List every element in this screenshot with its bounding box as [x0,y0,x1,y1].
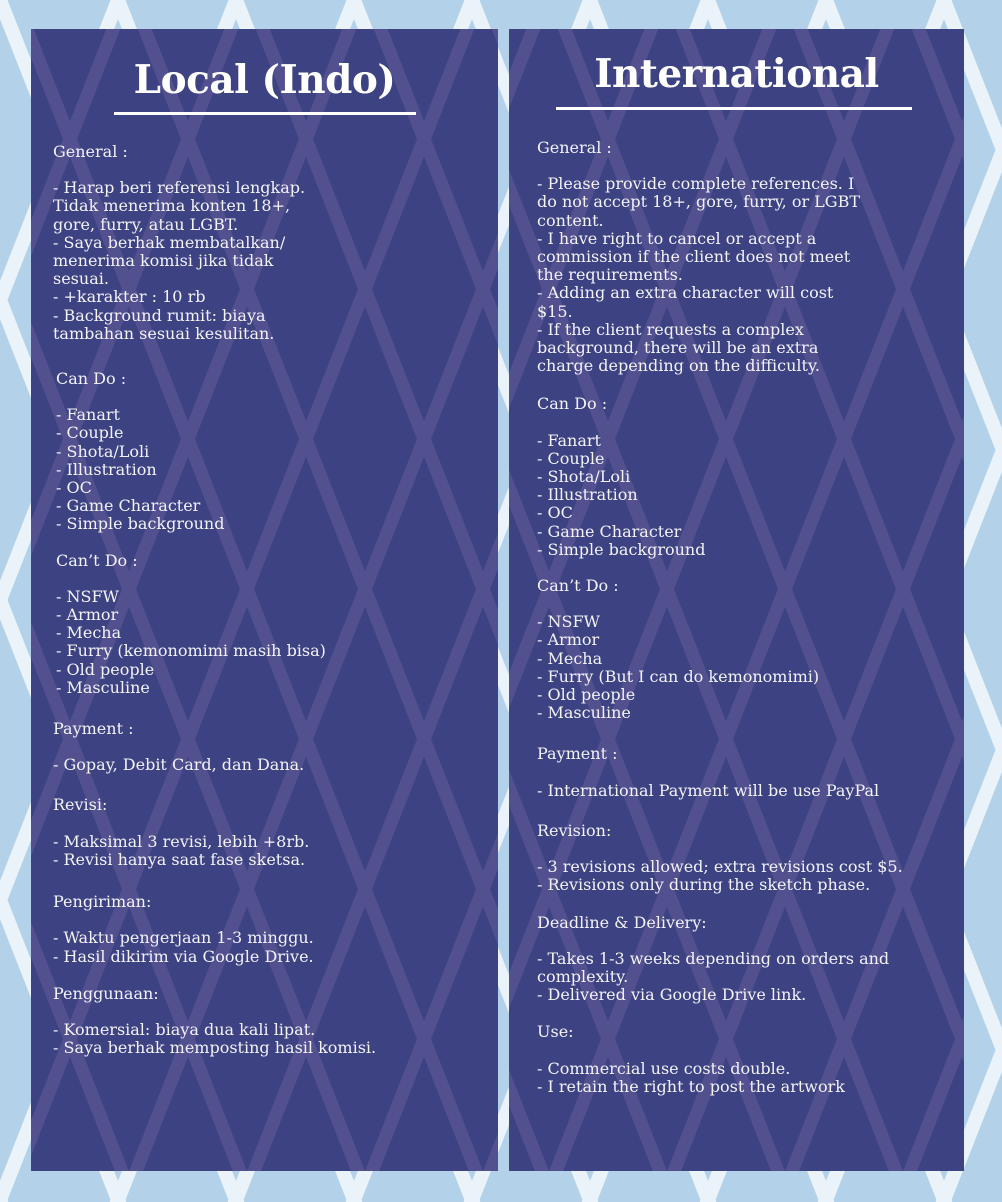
intl-can-do-section [537,395,949,559]
list-item: - OC [56,478,92,498]
intl-usage-heading: Use: [537,1022,574,1042]
list-item: - Masculine [56,677,150,697]
intl-cant-do-heading: Can’t Do : [537,576,619,596]
intl-general-heading: General : [537,138,612,157]
local-revision-section [53,796,483,869]
international-title: International [594,51,879,97]
intl-general-line: - Please provide complete references. I [537,174,855,194]
international-panel [509,29,964,1171]
list-item: - Hasil dikirim via Google Drive. [53,946,314,966]
list-item: - Maksimal 3 revisi, lebih +8rb. [53,831,310,851]
list-item: - Illustration [56,459,157,479]
list-item: - Game Character [537,521,682,541]
list-item: - Armor [537,630,600,650]
list-item: - OC [537,503,573,523]
list-item: - Saya berhak memposting hasil komisi. [53,1038,377,1058]
intl-general-section [537,139,949,375]
list-item: - Fanart [56,405,120,425]
list-item: - Gopay, Debit Card, dan Dana. [53,755,305,775]
local-general-line: gore, furry, atau LGBT. [53,214,239,234]
list-item: - NSFW [56,586,119,606]
list-item: - Mecha [537,648,603,668]
list-item: - Revisions only during the sketch phase. [537,875,871,895]
local-general-line: - Background rumit: biaya [53,305,266,325]
intl-revision-heading: Revision: [537,820,612,840]
local-general-line: menerima komisi jika tidak [53,251,274,271]
local-general-line: tambahan sesuai kesulitan. [53,323,275,343]
intl-general-line: commission if the client does not meet [537,247,851,267]
list-item: - Old people [56,659,155,679]
local-payment-section [53,720,483,774]
local-general-line: - +karakter : 10 rb [53,287,206,307]
list-item: complexity. [537,966,629,986]
list-item: - Revisi hanya saat fase sketsa. [53,849,306,869]
intl-general-line: $15. [537,301,573,321]
list-item: - Masculine [537,703,631,723]
list-item: - Shota/Loli [56,441,150,461]
local-title-underline [114,112,416,115]
intl-general-line: - Adding an extra character will cost [537,283,834,303]
intl-general-line: content. [537,210,604,230]
local-title: Local (Indo) [133,57,396,103]
intl-payment-section [537,745,949,799]
list-item: - Fanart [537,430,601,450]
intl-cant-do-section [537,577,949,722]
local-general-section [53,143,483,343]
local-general-line: - Saya berhak membatalkan/ [53,232,286,252]
intl-general-line: - I have right to cancel or accept a [537,228,817,248]
intl-delivery-heading: Deadline & Delivery: [537,912,707,932]
list-item: - Simple background [537,539,706,559]
list-item: - Illustration [537,485,638,505]
list-item: - I retain the right to post the artwork [537,1076,845,1096]
list-item: - Game Character [56,496,201,516]
local-can-do-section [53,370,483,534]
list-item: - Takes 1-3 weeks depending on orders and [537,948,890,968]
intl-general-line: background, there will be an extra [537,338,819,358]
list-item: - Armor [56,605,119,625]
intl-usage-section [537,1023,949,1096]
local-general-line: Tidak menerima konten 18+, [53,196,291,216]
list-item: - Shota/Loli [537,467,631,487]
intl-general-line: do not accept 18+, gore, furry, or LGBT [537,192,861,212]
local-usage-heading: Penggunaan: [53,983,159,1003]
local-panel [31,29,498,1171]
international-title-underline [556,107,912,110]
list-item: - NSFW [537,612,600,632]
list-item: - Furry (But I can do kemonomimi) [537,666,820,686]
list-item: - Simple background [56,514,225,534]
intl-general-line: charge depending on the difficulty. [537,356,820,376]
local-general-line: sesuai. [53,269,109,289]
list-item: - Mecha [56,623,122,643]
intl-payment-heading: Payment : [537,744,618,764]
local-can-do-heading: Can Do : [56,369,127,389]
list-item: - 3 revisions allowed; extra revisions cost $5. [537,857,903,877]
intl-general-line: the requirements. [537,265,683,285]
intl-general-line: - If the client requests a complex [537,319,804,339]
list-item: - International Payment will be use PayPal [537,780,880,800]
list-item: - Furry (kemonomimi masih bisa) [56,641,326,661]
local-revision-heading: Revisi: [53,795,108,815]
local-cant-do-heading: Can’t Do : [56,550,138,570]
list-item: - Couple [537,448,605,468]
local-body [53,143,483,1057]
list-item: - Delivered via Google Drive link. [537,985,807,1005]
local-usage-section [53,985,483,1058]
list-item: - Waktu pengerjaan 1-3 minggu. [53,928,314,948]
list-item: - Couple [56,423,124,443]
intl-can-do-heading: Can Do : [537,394,608,414]
local-delivery-section [53,893,483,966]
local-cant-do-section [53,552,483,697]
list-item: - Old people [537,685,636,705]
list-item: - Komersial: biaya dua kali lipat. [53,1019,316,1039]
list-item: - Commercial use costs double. [537,1058,791,1078]
local-delivery-heading: Pengiriman: [53,892,152,912]
international-body [537,139,949,1096]
local-payment-heading: Payment : [53,719,134,739]
intl-delivery-section [537,914,949,1005]
local-general-heading: General : [53,142,128,161]
local-general-line: - Harap beri referensi lengkap. [53,178,306,198]
intl-revision-section [537,822,949,895]
